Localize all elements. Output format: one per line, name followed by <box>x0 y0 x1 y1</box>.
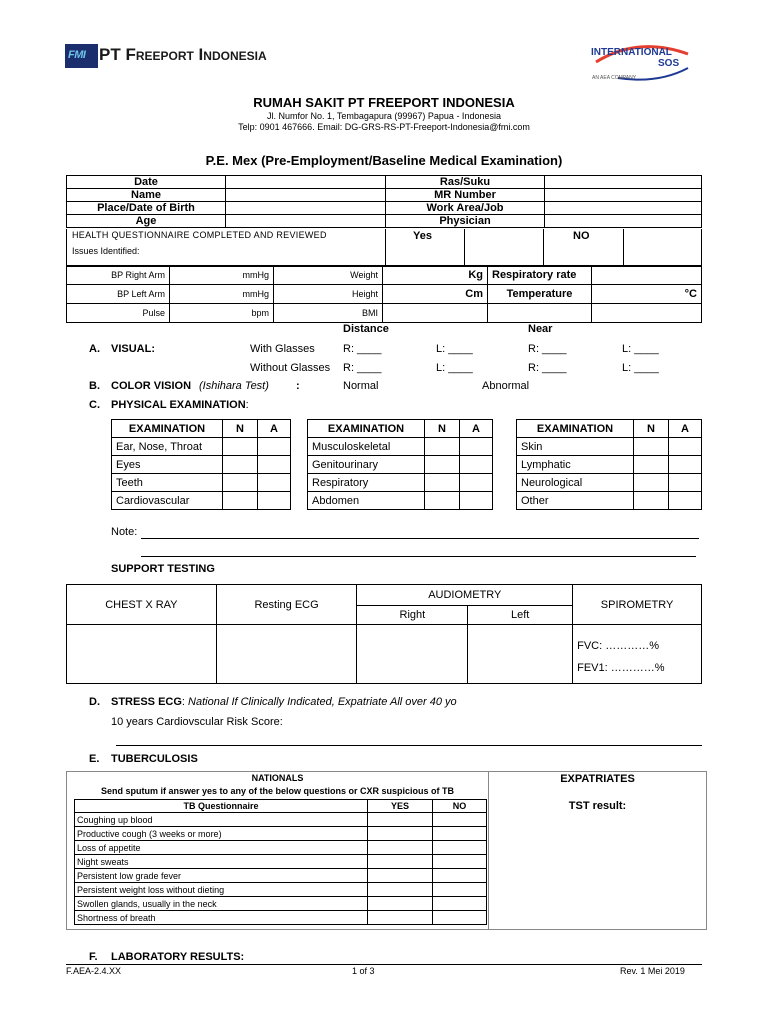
exam-n-checkbox[interactable] <box>425 492 460 510</box>
label-physician: Physician <box>386 215 545 228</box>
label-work-area: Work Area/Job <box>386 202 545 215</box>
tb-yes-checkbox[interactable] <box>368 813 433 827</box>
exam-a-checkbox[interactable] <box>258 474 291 492</box>
risk-score-line[interactable] <box>116 745 702 746</box>
tb-yes-header: YES <box>368 800 433 813</box>
tb-no-checkbox[interactable] <box>433 813 487 827</box>
exam-item: Respiratory <box>308 474 425 492</box>
visual-title: VISUAL: <box>111 343 155 355</box>
label-bmi: BMI <box>274 304 383 323</box>
exam-item: Skin <box>517 438 634 456</box>
stress-ecg-letter: D. <box>89 696 100 708</box>
questionnaire-yes-label: Yes <box>413 230 432 242</box>
resting-ecg-header: Resting ECG <box>216 585 357 625</box>
tb-title: TUBERCULOSIS <box>111 753 198 765</box>
physical-exam-title-text: PHYSICAL EXAMINATION <box>111 399 246 411</box>
exam-header: EXAMINATION <box>112 420 223 438</box>
visual-near-header: Near <box>528 323 553 335</box>
audiometry-left-field[interactable] <box>468 625 573 684</box>
unit-kg: Kg <box>383 266 488 285</box>
exam-header: EXAMINATION <box>517 420 634 438</box>
chest-xray-field[interactable] <box>67 625 217 684</box>
tb-yes-checkbox[interactable] <box>368 841 433 855</box>
label-name: Name <box>67 189 226 202</box>
tb-question: Swollen glands, usually in the neck <box>75 897 368 911</box>
label-bp-right: BP Right Arm <box>67 266 170 285</box>
unit-bpm: bpm <box>170 304 274 323</box>
lab-letter: F. <box>89 951 98 963</box>
exam-n-checkbox[interactable] <box>425 438 460 456</box>
without-glasses-distance-left[interactable]: L: ____ <box>436 362 473 374</box>
label-respiratory-rate: Respiratory rate <box>488 266 592 285</box>
unit-mmhg-right: mmHg <box>170 266 274 285</box>
tb-yes-checkbox[interactable] <box>368 883 433 897</box>
field-respiratory-rate[interactable] <box>592 266 702 285</box>
exam-header-a: A <box>258 420 291 438</box>
exam-header-n: N <box>223 420 258 438</box>
exam-n-checkbox[interactable] <box>223 492 258 510</box>
tb-letter: E. <box>89 753 100 765</box>
exam-a-checkbox[interactable] <box>258 456 291 474</box>
color-vision-title: COLOR VISION <box>111 380 192 392</box>
label-place-date-of-birth: Place/Date of Birth <box>67 202 226 215</box>
label-date: Date <box>67 176 226 189</box>
tb-yes-checkbox[interactable] <box>368 827 433 841</box>
exam-a-checkbox[interactable] <box>669 438 702 456</box>
label-age: Age <box>67 215 226 228</box>
physical-exam-table-3 <box>516 419 702 510</box>
tb-yes-checkbox[interactable] <box>368 855 433 869</box>
exam-n-checkbox[interactable] <box>634 474 669 492</box>
footer-page-number: 1 of 3 <box>352 966 375 976</box>
field-blank-2 <box>592 304 702 323</box>
audiometry-right-header: Right <box>357 606 468 625</box>
tb-no-checkbox[interactable] <box>433 897 487 911</box>
tb-yes-checkbox[interactable] <box>368 869 433 883</box>
tb-nationals-note: Send sputum if answer yes to any of the below questions or CXR suspicious of TB <box>100 786 455 796</box>
hospital-contact: Telp: 0901 467666. Email: DG-GRS-RS-PT-Freeport-Indonesia@fmi.com <box>238 122 530 132</box>
without-glasses-distance-right[interactable]: R: ____ <box>343 362 382 374</box>
color-vision-colon: : <box>296 380 300 392</box>
tb-no-checkbox[interactable] <box>433 841 487 855</box>
questionnaire-no-box[interactable] <box>624 229 702 266</box>
tb-nationals-header: NATIONALS <box>251 773 304 783</box>
stress-ecg-colon: : <box>181 696 185 708</box>
exam-n-checkbox[interactable] <box>634 438 669 456</box>
exam-n-checkbox[interactable] <box>223 474 258 492</box>
exam-item: Lymphatic <box>517 456 634 474</box>
exam-item: Eyes <box>112 456 223 474</box>
tb-yes-checkbox[interactable] <box>368 897 433 911</box>
footer-form-code: F.AEA-2.4.XX <box>66 966 122 976</box>
patient-info-table <box>66 175 702 228</box>
tb-question: Productive cough (3 weeks or more) <box>75 827 368 841</box>
field-mr-number[interactable] <box>545 189 702 202</box>
exam-n-checkbox[interactable] <box>223 456 258 474</box>
label-ras-suku: Ras/Suku <box>386 176 545 189</box>
tb-no-checkbox[interactable] <box>433 883 487 897</box>
spirometry-header: SPIROMETRY <box>573 585 702 625</box>
exam-item: Abdomen <box>308 492 425 510</box>
resting-ecg-field[interactable] <box>216 625 357 684</box>
partner-logo-line2: SOS <box>658 58 680 69</box>
physical-exam-colon: : <box>245 399 249 411</box>
color-vision-normal[interactable]: Normal <box>343 380 379 392</box>
exam-item: Other <box>517 492 634 510</box>
unit-mmhg-left: mmHg <box>170 285 274 304</box>
exam-a-checkbox[interactable] <box>460 456 493 474</box>
company-logo-mark <box>65 44 98 68</box>
visual-distance-header: Distance <box>343 323 389 335</box>
color-vision-letter: B. <box>89 380 100 392</box>
field-blank-1 <box>488 304 592 323</box>
exam-n-checkbox[interactable] <box>425 474 460 492</box>
form-title: P.E. Mex (Pre-Employment/Baseline Medical Examination) <box>205 153 563 168</box>
note-line-2[interactable] <box>141 556 696 557</box>
stress-ecg-title: STRESS ECG <box>111 696 182 708</box>
issues-identified-label: Issues Identified: <box>72 246 140 256</box>
field-ras-suku[interactable] <box>545 176 702 189</box>
note-label: Note: <box>111 526 138 538</box>
exam-n-checkbox[interactable] <box>634 456 669 474</box>
tb-questionnaire-table <box>74 799 487 925</box>
fev1-value: FEV1: …………% <box>577 662 665 674</box>
physical-exam-table-1 <box>111 419 291 510</box>
label-weight: Weight <box>274 266 383 285</box>
exam-header-a: A <box>460 420 493 438</box>
support-testing-title: SUPPORT TESTING <box>111 563 215 575</box>
footer-revision: Rev. 1 Mei 2019 <box>620 966 685 976</box>
exam-n-checkbox[interactable] <box>223 438 258 456</box>
exam-a-checkbox[interactable] <box>258 438 291 456</box>
spirometry-field[interactable] <box>573 625 702 684</box>
tb-no-checkbox[interactable] <box>433 911 487 925</box>
exam-item: Genitourinary <box>308 456 425 474</box>
exam-n-checkbox[interactable] <box>634 492 669 510</box>
tb-yes-checkbox[interactable] <box>368 911 433 925</box>
tb-box <box>66 771 707 930</box>
questionnaire-label: HEALTH QUESTIONNAIRE COMPLETED AND REVIEWED <box>72 230 327 240</box>
questionnaire-block <box>66 229 702 267</box>
exam-item: Ear, Nose, Throat <box>112 438 223 456</box>
field-date[interactable] <box>226 176 386 189</box>
lab-title: LABORATORY RESULTS: <box>111 951 245 963</box>
tb-questionnaire-header: TB Questionnaire <box>75 800 368 813</box>
exam-n-checkbox[interactable] <box>425 456 460 474</box>
physical-exam-table-2 <box>307 419 493 510</box>
audiometry-left-header: Left <box>468 606 573 625</box>
exam-a-checkbox[interactable] <box>460 474 493 492</box>
stress-ecg-subtitle: National If Clinically Indicated, Expatriate All over 40 yo <box>188 696 457 708</box>
support-testing-table <box>66 584 702 684</box>
with-glasses-distance-right[interactable]: R: ____ <box>343 343 382 355</box>
without-glasses-label: Without Glasses <box>250 362 331 374</box>
chest-xray-header: CHEST X RAY <box>67 585 217 625</box>
unit-cm: Cm <box>383 285 488 304</box>
exam-header-a: A <box>669 420 702 438</box>
footer-rule <box>66 964 702 965</box>
logo-mark-text: FMI <box>68 49 86 61</box>
with-glasses-label: With Glasses <box>250 343 315 355</box>
tb-question: Persistent low grade fever <box>75 869 368 883</box>
tb-question: Coughing up blood <box>75 813 368 827</box>
unit-celsius: °C <box>592 285 702 304</box>
hospital-address: Jl. Numfor No. 1, Tembagapura (99967) Papua - Indonesia <box>267 111 501 121</box>
tb-question: Persistent weight loss without dieting <box>75 883 368 897</box>
field-work-area[interactable] <box>545 202 702 215</box>
note-line-1[interactable] <box>141 538 699 539</box>
stress-ecg-heading <box>111 696 457 708</box>
label-height: Height <box>274 285 383 304</box>
exam-a-checkbox[interactable] <box>460 438 493 456</box>
color-vision-abnormal[interactable]: Abnormal <box>482 380 530 392</box>
risk-score-label: 10 years Cardiovscular Risk Score: <box>111 716 283 728</box>
with-glasses-distance-left[interactable]: L: ____ <box>436 343 473 355</box>
questionnaire-yes-box[interactable] <box>465 229 543 266</box>
without-glasses-near-left[interactable]: L: ____ <box>622 362 659 374</box>
partner-tagline: AN AEA COMPANY <box>592 75 637 81</box>
color-vision-subtitle: (Ishihara Test) <box>199 380 269 392</box>
field-name[interactable] <box>226 189 386 202</box>
exam-header-n: N <box>634 420 669 438</box>
audiometry-header: AUDIOMETRY <box>357 585 573 606</box>
tb-tst-result-label[interactable]: TST result: <box>568 800 627 812</box>
field-bmi[interactable] <box>383 304 488 323</box>
tb-question: Night sweats <box>75 855 368 869</box>
hospital-name: RUMAH SAKIT PT FREEPORT INDONESIA <box>253 95 515 110</box>
field-physician[interactable] <box>545 215 702 228</box>
physical-exam-title <box>111 399 249 411</box>
tb-no-header: NO <box>433 800 487 813</box>
partner-logo-line1: INTERNATIONAL <box>591 47 672 58</box>
audiometry-right-field[interactable] <box>357 625 468 684</box>
tb-no-checkbox[interactable] <box>433 855 487 869</box>
visual-letter: A. <box>89 343 100 355</box>
exam-item: Neurological <box>517 474 634 492</box>
vitals-table <box>66 265 702 323</box>
label-bp-left: BP Left Arm <box>67 285 170 304</box>
tb-question: Loss of appetite <box>75 841 368 855</box>
questionnaire-no-label: NO <box>573 230 590 242</box>
label-mr-number: MR Number <box>386 189 545 202</box>
with-glasses-near-left[interactable]: L: ____ <box>622 343 659 355</box>
exam-header-n: N <box>425 420 460 438</box>
label-pulse: Pulse <box>67 304 170 323</box>
field-place-date-of-birth[interactable] <box>226 202 386 215</box>
tb-question: Shortness of breath <box>75 911 368 925</box>
without-glasses-near-right[interactable]: R: ____ <box>528 362 567 374</box>
exam-a-checkbox[interactable] <box>669 474 702 492</box>
tb-no-checkbox[interactable] <box>433 869 487 883</box>
partner-logo <box>588 34 698 84</box>
tb-no-checkbox[interactable] <box>433 827 487 841</box>
exam-header: EXAMINATION <box>308 420 425 438</box>
label-temperature: Temperature <box>488 285 592 304</box>
field-age[interactable] <box>226 215 386 228</box>
exam-item: Musculoskeletal <box>308 438 425 456</box>
exam-a-checkbox[interactable] <box>669 456 702 474</box>
exam-item: Cardiovascular <box>112 492 223 510</box>
exam-a-checkbox[interactable] <box>258 492 291 510</box>
fvc-value: FVC: …………% <box>577 640 659 652</box>
exam-a-checkbox[interactable] <box>669 492 702 510</box>
company-name: PT Freeport Indonesia <box>99 45 267 64</box>
exam-item: Teeth <box>112 474 223 492</box>
exam-a-checkbox[interactable] <box>460 492 493 510</box>
tb-expatriates-header: EXPATRIATES <box>560 773 635 785</box>
company-logo <box>65 44 305 68</box>
physical-exam-letter: C. <box>89 399 100 411</box>
with-glasses-near-right[interactable]: R: ____ <box>528 343 567 355</box>
